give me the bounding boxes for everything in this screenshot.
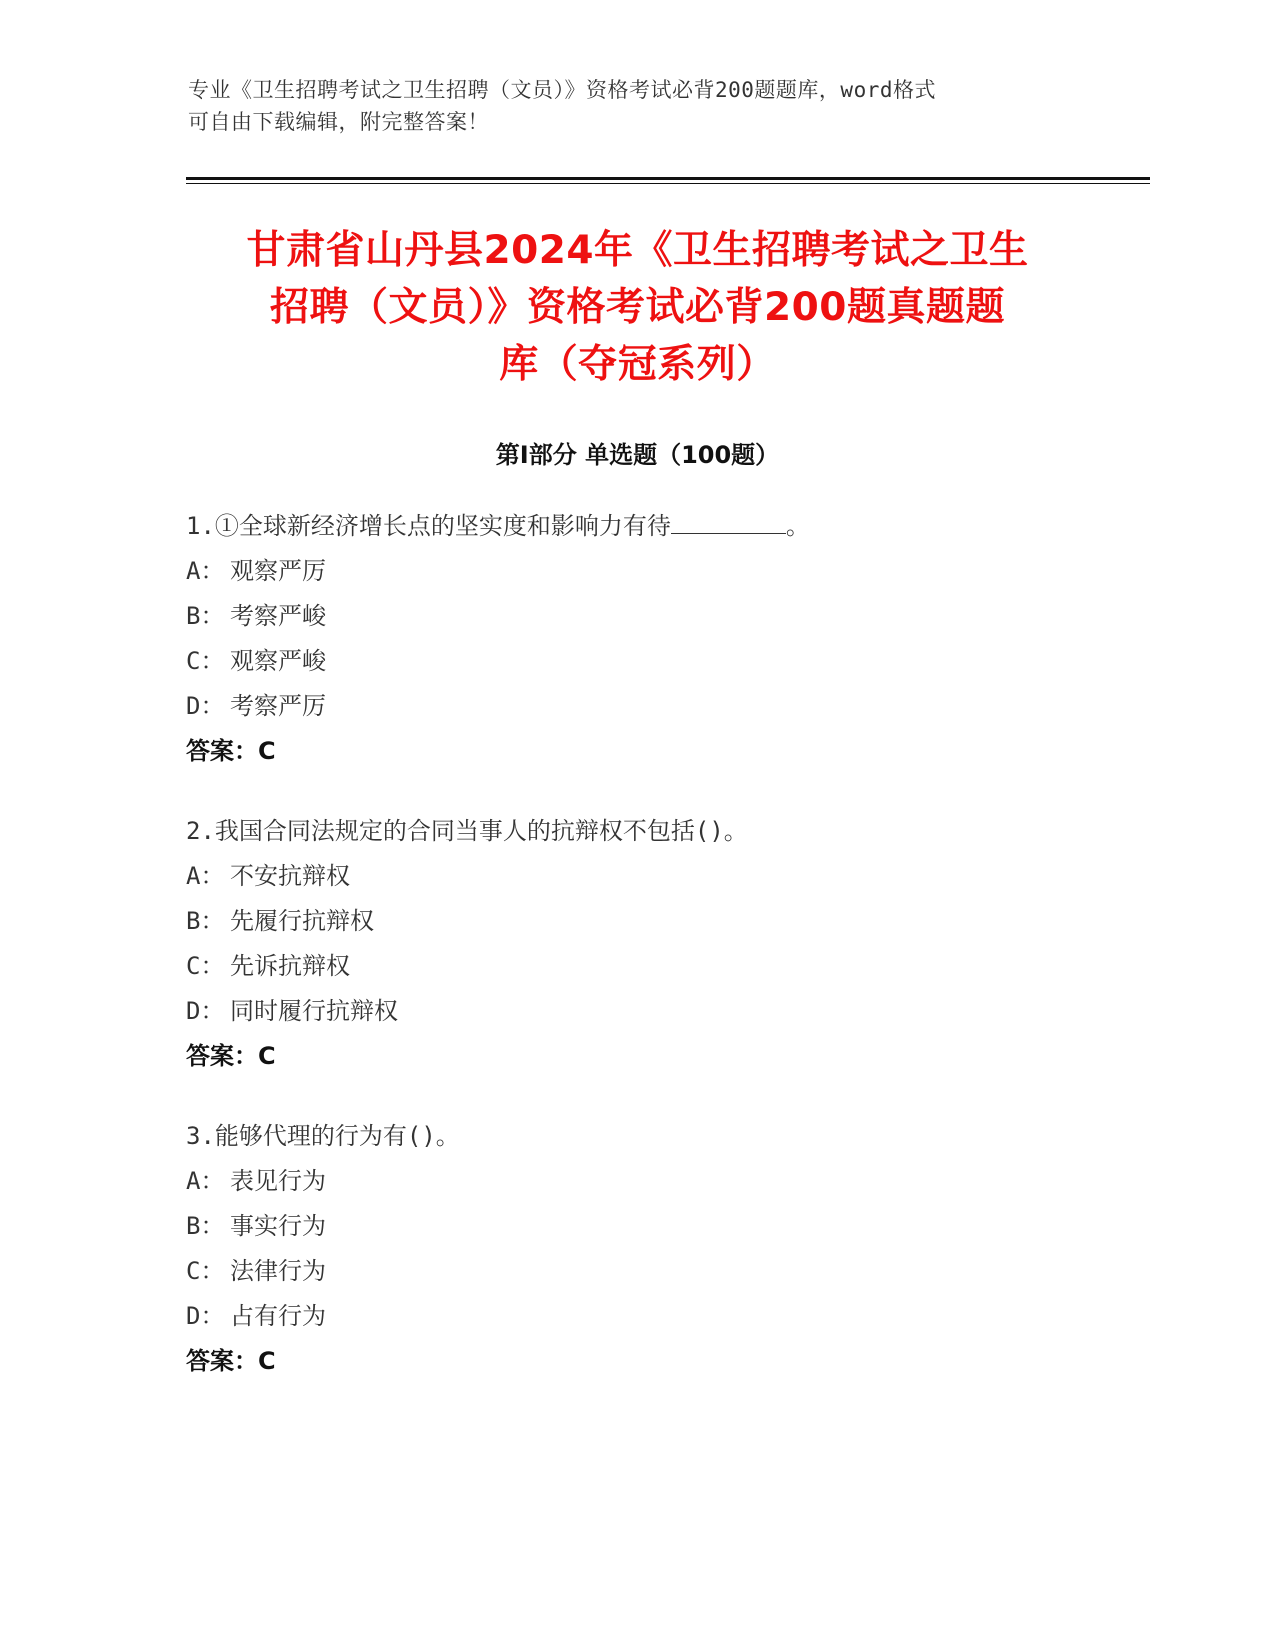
document-title-line-1: 甘肃省山丹县2024年《卫生招聘考试之卫生 [246, 228, 1029, 273]
answer-line: 答案：C [186, 1347, 276, 1375]
question-3 [186, 1114, 1146, 1384]
option-letter: D： [186, 692, 225, 720]
option-text: 考察严厉 [230, 692, 326, 720]
answer-blank [671, 507, 786, 534]
header-note-line-2: 可自由下载编辑，附完整答案！ [188, 110, 489, 134]
question-stem [186, 504, 1146, 549]
option-c [186, 944, 1146, 989]
option-a [186, 549, 1146, 594]
header-divider-thin [186, 183, 1150, 184]
header-note [188, 74, 1088, 138]
option-letter: B： [186, 602, 225, 630]
option-letter: A： [186, 557, 225, 585]
option-text: 表见行为 [230, 1167, 326, 1195]
option-letter: D： [186, 1302, 225, 1330]
option-letter: C： [186, 647, 225, 675]
option-text: 同时履行抗辩权 [230, 997, 398, 1025]
section-heading: 第Ⅰ部分 单选题（100题） [495, 441, 780, 469]
option-a [186, 854, 1146, 899]
option-text: 事实行为 [230, 1212, 326, 1240]
document-title-line-3: 库（夺冠系列） [499, 342, 776, 387]
option-b [186, 594, 1146, 639]
option-d [186, 1294, 1146, 1339]
option-a [186, 1159, 1146, 1204]
document-title [150, 222, 1125, 393]
option-text: 观察严厉 [230, 557, 326, 585]
header-divider-thick [186, 177, 1150, 180]
option-letter: C： [186, 1257, 225, 1285]
option-text: 观察严峻 [230, 647, 326, 675]
option-c [186, 1249, 1146, 1294]
option-d [186, 989, 1146, 1034]
option-b [186, 899, 1146, 944]
option-letter: B： [186, 1212, 225, 1240]
option-text: 不安抗辩权 [230, 862, 350, 890]
option-b [186, 1204, 1146, 1249]
answer-line: 答案：C [186, 1042, 276, 1070]
option-letter: A： [186, 1167, 225, 1195]
option-text: 占有行为 [230, 1302, 326, 1330]
option-text: 先履行抗辩权 [230, 907, 374, 935]
document-title-line-2: 招聘（文员）》资格考试必背200题真题题 [270, 285, 1005, 330]
answer-line: 答案：C [186, 737, 276, 765]
option-d [186, 684, 1146, 729]
option-letter: B： [186, 907, 225, 935]
header-note-line-1: 专业《卫生招聘考试之卫生招聘（文员）》资格考试必背200题题库，word格式 [188, 78, 936, 102]
question-stem-end: 。 [785, 512, 810, 540]
option-letter: C： [186, 952, 225, 980]
option-c [186, 639, 1146, 684]
question-stem: 3.能够代理的行为有()。 [186, 1122, 460, 1150]
option-text: 先诉抗辩权 [230, 952, 350, 980]
question-stem-text: 1.①全球新经济增长点的坚实度和影响力有待 [186, 512, 671, 540]
option-letter: A： [186, 862, 225, 890]
option-text: 法律行为 [230, 1257, 326, 1285]
question-stem: 2.我国合同法规定的合同当事人的抗辩权不包括()。 [186, 817, 748, 845]
option-text: 考察严峻 [230, 602, 326, 630]
option-letter: D： [186, 997, 225, 1025]
question-2 [186, 809, 1146, 1079]
question-1 [186, 504, 1146, 774]
